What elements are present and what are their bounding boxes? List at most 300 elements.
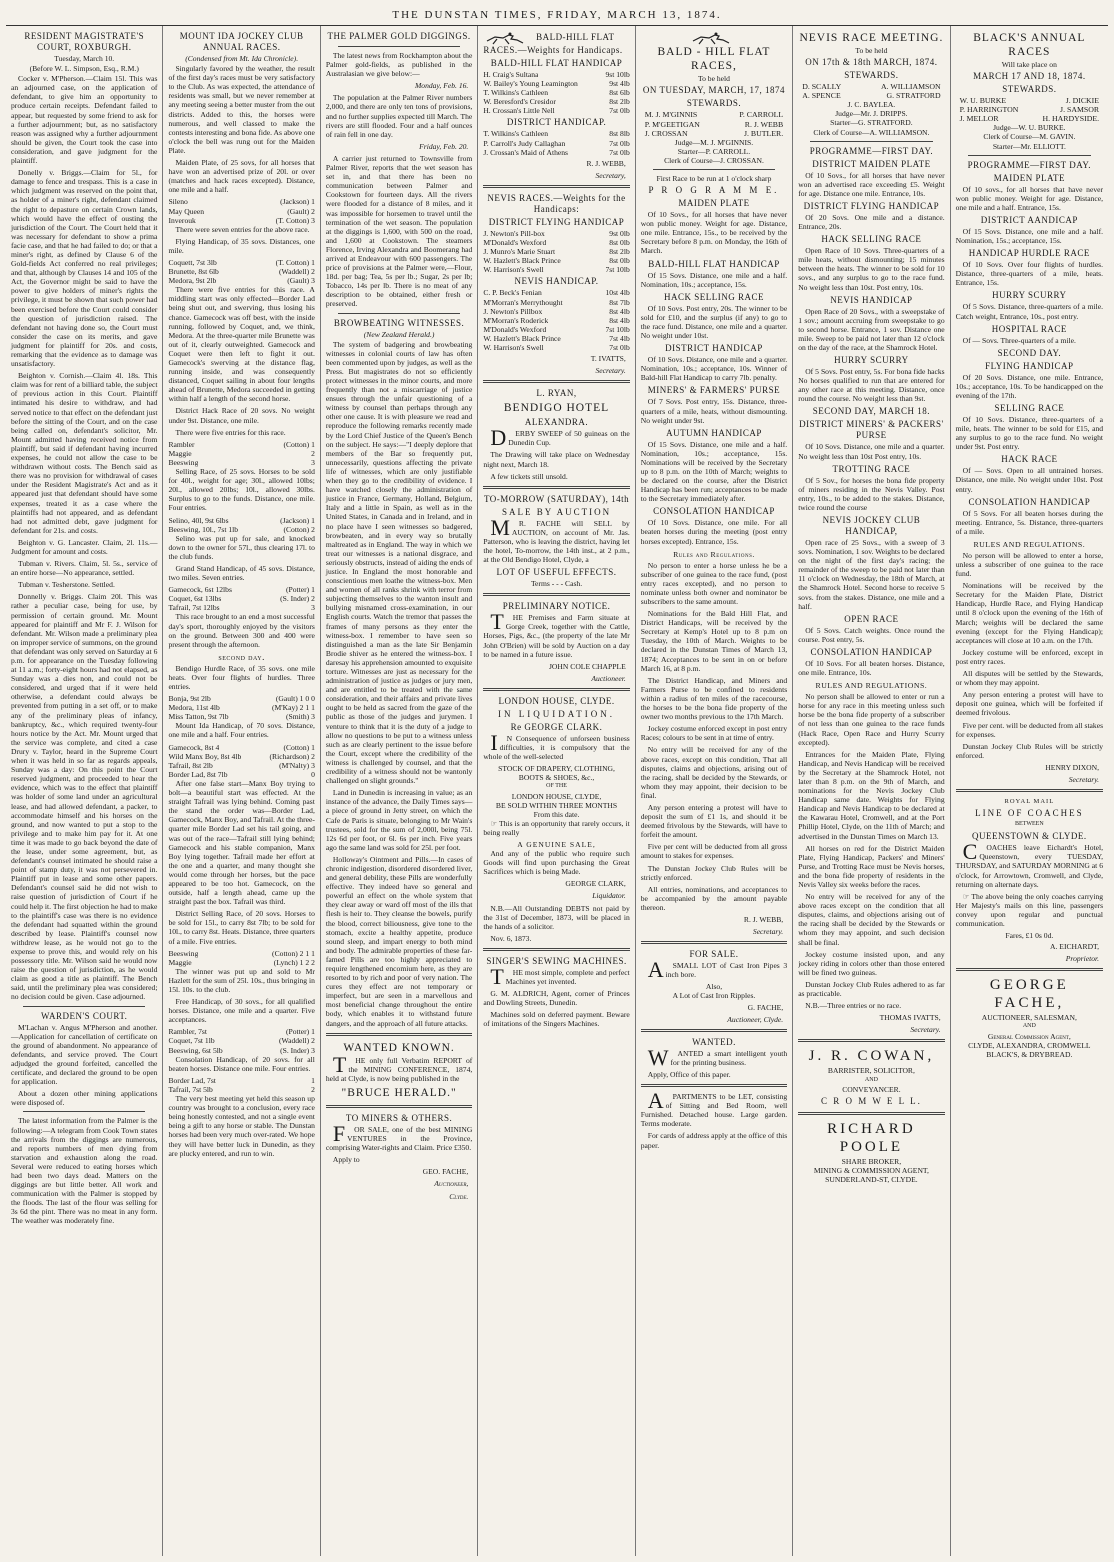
signature-title: Secretary. [595,366,626,376]
divider [483,380,629,383]
article-paragraph: Consolation Handicap, of 20 sovs. for all beaten horses. Distance one mile. Four entries. [168,1054,315,1073]
result-row: Gamecock, 8st 4 (Cotton) 1 [168,742,315,752]
race-heading: HOSPITAL RACE [991,323,1067,334]
article-paragraph: About a dozen other mining applications were disposed of. [11,1089,158,1108]
rules-text: No person will be allowed to enter a horse, unless a subscriber of one guinea to the race fund. [955,550,1104,579]
rules-text: No entry will be received for any of the above races, except on this condition, That all disputes, claims and objections, arising out of the racing, shall be decided by the Stewards, or whom they may appoint, their decision to be final. [640,745,788,800]
preliminary-notice-heading: PRELIMINARY NOTICE. [502,601,611,612]
results-list [168,694,314,721]
signature: R. J. WEBB, [743,915,784,925]
race-heading: FLYING HANDICAP [985,360,1074,371]
signature: T. IVATTS, [590,354,626,364]
bald-hill-races-heading: BALD - HILL FLAT RACES, [641,31,787,73]
result-row: Tafrail, 8st 2lb (M'Nalty) 3 [168,760,315,770]
stock-line: STOCK OF DRAPERY, CLOTHING, [498,764,615,774]
article-paragraph: The winner was put up and sold to Mr Hazlett for the sum of 25l. 10s., thus bringing in 15l. 10s. to the club. [168,966,315,994]
bendigo-hotel-heading: BENDIGO HOTEL [503,402,610,415]
signature-title: Secretary, [595,170,626,180]
results-list [168,949,314,967]
ad-text: COACHES leave Eichardt's Hotel, Queenstown, every TUESDAY, THURSDAY, and SATURDAY MORNING at 6 o'clock, for Arrowtown, Cromwell, and Clyde, returning on alternate days. [955,839,1104,889]
signature-title: Secretary. [1068,774,1100,784]
handicap-heading: DISTRICT HANDICAP. [506,117,607,128]
genuine-sale: A GENUINE SALE, [517,839,596,849]
result-row: Maggie 2 [168,448,315,458]
signature: THOMAS IVATTS, [879,1013,941,1023]
article-paragraph: District Selling Race, of 20 sovs. Horses to be sold for 15l., to carry 8st 7lb; to be sold for 10l., to carry 8st. Heats. Distance, three quarters of a mile. Five entries. [168,909,315,946]
weights-list [483,70,629,115]
handicap-heading: DISTRICT FLYING HANDICAP [488,216,625,227]
result-row: May Queen (Gault) 2 [168,206,315,216]
ad-text: FOR SALE, one of the best MINING VENTURES in the Province, comprising Water-rights and Claim. Price £350. [325,1120,473,1153]
dateline: Monday, Feb. 16. [414,81,469,91]
race-heading: MAIDEN PLATE [993,172,1065,183]
column-7 [951,26,1108,1556]
divider [326,1105,472,1108]
rules-text: All horses on red for the District Maiden Plate, Flying Handicap, Packers' and Miners' Purse, and Trotting Race must be Nevis horses, and the bona fide property of residents in the Nevis Valley six weeks before the races. [798,843,945,889]
result-row: Maggie (Lynch) 1 2 2 [168,957,315,967]
stock-line: BOOTS & SHOES, &c., [518,773,595,783]
article-paragraph: There were five entries for this race. [175,427,286,437]
rules-text: Jockey costume insisted upon, and any jockey riding in colors other than those entered will be fined two guineas. [798,949,945,977]
divider [653,169,775,170]
race-heading: DISTRICT MAIDEN PLATE [812,158,931,169]
first-race: First Race to be run at 1 o'clock sharp [656,174,772,184]
london-house-heading: LONDON HOUSE, CLYDE. [498,695,615,706]
ad-text: G. M. ALDRICH, Agent, corner of Princes and Dowling Streets, Dunedin. [483,989,630,1008]
miners-heading: TO MINERS & OTHERS. [345,1112,453,1123]
rules-text: All entries, nominations, and acceptances to be accompanied by the amount payable thereon. [640,884,788,912]
ad-text: ☞ The above being the only coaches carrying Her Majesty's mails on this line, passengers convey upon regular and punctual communication. [955,891,1104,928]
article-paragraph: Selling Race, of 25 sovs. Horses to be sold for 40l., weight for age; 30l., allowed 10lbs; 20l., allowed 20lbs; 10l., allowed 30lbs. Surplus to go to the funds. Distance, one mile. Four entries. [168,467,315,513]
race-heading: NEVIS HANDICAP [830,294,913,305]
starter: Starter—G. STRATFORD. [830,118,913,128]
masthead-title: THE DUNSTAN TIMES, FRIDAY, MARCH 13, 1874. [392,8,722,21]
rules-heading: RULES AND REGULATIONS. [815,681,928,691]
article-paragraph: There were seven entries for the above race. [175,224,310,234]
result-row: Coquet, 6st 13lbs (S. Inder) 2 [168,594,315,604]
article-paragraph: Mount Ida Handicap, of 70 sovs. Distance, one mile and a half. Four entries. [168,721,315,740]
handicap-heading: BALD-HILL FLAT HANDICAP [490,58,623,68]
rules-text: No entry will be received for any of the above races except on the condition that all disputes, claims, and objections arising out of the racing shall be decided by the Stewards or whom they may appoint, and such decision shall be final. [798,892,945,947]
mount-ida-source: (Condensed from Mt. Ida Chronicle). [185,54,299,63]
signature-title: Proprietor. [1065,954,1100,964]
weight-row: M'Morran's Roderick 8st 4lb [483,315,630,325]
starter: Starter—Mr. ELLIOTT. [992,141,1066,151]
divider [338,46,460,47]
results-list [168,258,314,285]
race-text: Of 5 Sovs. Distance, three-quarters of a mile. Catch weight, Entrance, 10s., post entry. [955,302,1104,321]
divider [483,185,629,188]
article-paragraph: Cocker v. M'Pherson.—Claim 15l. This was an adjourned case, on the application of defendant, to give him an opportunity to produce certain receipts. Defendant failed to appear, but requested by some friend to ask for a further adjournment; but, as no satisfactory reason was assigned why a further adjournment should be given, the Court took the case into consideration, and gave judgment for the plaintiff. [11,74,158,166]
ad-text: ☞ This is an opportunity that rarely occurs, it being really [483,818,630,837]
weight-row: T. Wilkins's Cathleen 8st 6lb [483,88,630,98]
article-paragraph: Donnelly v. Briggs. Claim 20l. This was rather a peculiar case, being for use, by permission of certain ground. Mr. Mount appeared for plaintiff and Mr F. J. Wilson for defendant. Mr. Wilson made a preliminary plea on improper service of summons, on the ground that defendant was only served on Saturday at 6 p.m. for appearance on the Tuesday following at 11 a.m.; forty-eight hours had not elapsed, as Sunday was a dies non, and could not be considered, and urged that if it were held otherwise, a defendant could always be prevented from putting in a set off, or to make any of the preliminary pleas of infancy, bankruptcy, &c., which required twenty-four hours notice by the Act. Mr. Mount urged that the service was complete, and cited a case Drury v. Taylor, heard in the Supreme Court when it was held in so far as regards appeals, Sunday was a day: On this point the Court reserved judgment, and proceeded to hear the evidence, which was to the effect that plaintiff was holder of some land under an agricultural lease, and had allowed defendant, a packer, to accommodate himself and his horses on the ground, and now wanted to put a stop to the privilege and to make him pay for it. At one time it was made to go back beyond the date of the lease, under some agreement, but, as defendant's counsel intimated he should raise a point of stamp duty, it was not persevered in. Plaintiff put in lease and some other papers. Defendant's counsel said he did not wish to raise question of jurisdiction of Court if he could help it. The first objection he had to make to the plaintiff's case was there is no evidence the defendant had squatted within the ground described by lease. Plaintiff's counsel now withdrew lease, as he would not go to the expense to prove this, and would rely on his possessory title. Mr. Wilson said he would now raise the question of jurisdiction, as he would claim as good a title as plaintiff. The Bench said, until the preliminary plea was considered; no decision could be given. Case adjourned. [11,592,158,1002]
result-row: Bonja, 9st 2lb (Gault) 1 0 0 [168,694,315,704]
browbeating-heading: BROWBEATING WITNESSES. [333,317,465,328]
signature-title: Auctioneer, Clyde. [727,1014,784,1024]
judge: Judge—M. J. M'GINNIS. [674,137,754,147]
programme-heading: PROGRAMME—FIRST DAY. [809,145,934,156]
racehorse-icon [483,31,533,45]
stewards-row: A. SPENCE G. STRATFORD [802,91,941,101]
divider [641,941,787,944]
race-heading: HANDICAP HURDLE RACE [968,248,1090,259]
article-paragraph: Maiden Plate, of 25 sovs, for all horses that have won an advertised prize of 20l. or over (matches and hack races excepted). Distance, one mile and a half. [168,158,315,195]
second-day-heading: SECOND DAY. [997,347,1062,358]
dateline: Friday, Feb. 20. [419,141,469,151]
rm-court-heading: RESIDENT MAGISTRATE'S COURT, ROXBURGH. [24,31,145,52]
poole-line: SHARE BROKER, [841,1156,902,1166]
signature-title: Auctioneer, [434,1179,469,1189]
race-heading: OPEN RACE [844,613,899,624]
singer-heading: SINGER'S SEWING MACHINES. [486,955,627,966]
stewards-heading: STEWARDS. [844,70,899,81]
ad-text: The Drawing will take place on Wednesday night next, March 18. [483,450,630,469]
wanted-heading: WANTED. [692,1036,736,1047]
article-paragraph: Free Handicap, of 30 sovs., for all qualified horses. Distance, one mile and a quarter. Five acceptances. [168,997,315,1025]
signature: GEORGE CLARK, [565,879,626,889]
nevis-meeting-heading: NEVIS RACE MEETING. [799,32,944,44]
result-row: Rambler, 7st (Potter) 1 [168,1027,315,1037]
cowan-name: J. R. COWAN, [808,1048,935,1065]
fache-line: AUCTIONEER, SALESMAN, [981,1013,1077,1023]
article-paragraph: Tubman v. Tesherstone. Settled. [18,580,115,590]
clerk: Clerk of Course—J. CROSSAN. [664,155,764,165]
article-paragraph: M'Lachan v. Angus M'Pherson and another.—Application for cancellation of certificate on the ground of abandonment. No appearance of defendants, and service proved. The Court adjudged the ground forfeited, cancelled the certificate, and declared the ground to be open for application. [11,1022,158,1087]
result-row: Beeswing, 10l., 7st 1lb (Cotton) 2 [168,524,315,534]
result-row: Inverouk (T. Cotton) 3 [168,215,315,225]
results-list [168,440,314,467]
cowan-place: C R O M W E L L. [820,1095,922,1106]
race-text: Open Race of 20 Sovs., with a sweepstake of 1 sov.; amount accruing from sweepstake to go to second horse. Entrance, 1 sov. Distance one mile. Sweep to be paid not later than 12 o'clock on the day of the race, at the Shamrock Hotel. [798,306,945,352]
results-list [168,197,314,224]
columns [6,26,1108,1556]
result-row: Rambler (Cotton) 1 [168,439,315,449]
result-row: Miss Tatton, 9st 7lb (Smith) 3 [168,712,315,722]
race-text: Of 10 Sovs. Post entry, 20s. The winner to be sold for £10, and the surplus (if any) to go to the race fund. Distance, one mile and a quarter. No weight under 10st. [640,303,788,341]
weight-row: T. Wilkins's Cathleen 8st 8lb [483,129,630,139]
blacks-races-heading: BLACK'S ANNUAL RACES [973,32,1086,58]
result-row: Selino, 40l, 9st 6lbs (Jackson) 1 [168,515,315,525]
clerk: Clerk of Course—A. WILLIAMSON. [813,127,930,137]
weight-row: P. Carroll's Judy Callaghan 7st 0lb [483,138,630,148]
clerk: Clerk of Course—M. GAVIN. [983,132,1076,142]
article-paragraph: There were five entries for this race. A middling start was only effected—Border Lad being shut out, and swerving, thus losing his chance. Gamecock was off best, with the inside running, followed by Coquet, and, we think, Medora. At the three-quarter mile Brunette was out of it, clearly outweighted. Gamecock and Coquet were then left to fight it out. Gamecock's swerving at the distance flag, running inside, and was consequently distanced, Coquet sailing in about four lengths ahead of Brunette, Medora succeeded in getting within half a length of the second horse. [168,285,315,404]
weight-row: J. Crossan's Maid of Athens 7st 0lb [483,147,630,157]
article-paragraph: Bendigo Hurdle Race, of 35 sovs. one mile heats. Over four flights of hurdles. Three entries. [168,663,315,691]
race-text: Of 15 Sovs. Distance, one mile and a half. Nomination, 15s.; acceptance, 15s. [955,226,1104,246]
result-row: Beeswing, 6st 5lb (S. Inder) 3 [168,1045,315,1055]
rules-text: Dunstan Jockey Club Rules will be strictly enforced. [955,741,1104,760]
ad-text: APARTMENTS to be LET, consisting of Sitting and Bed Room, well Furnished. Detached house. Large garden. Terms moderate. [640,1088,788,1129]
signature: JOHN COLE CHAPPLE [548,661,626,671]
fache-name: GEORGE FACHE, [989,977,1069,1012]
bruce-herald: "BRUCE HERALD." [341,1086,457,1099]
stewards-heading: STEWARDS. [1002,84,1057,95]
bald-hill-weights-heading: BALD-HILL FLAT RACES.—Weights for Handicaps. [483,32,623,55]
rules-text: No person shall be allowed to enter or run a horse for any race in this meeting unless such horse be the bona fide property of a subscriber of not less than one guinea to the race funds (Hack Race, Open Race and Hurry Scurry excepted). [798,692,945,747]
handicap-heading: NEVIS HANDICAP. [514,276,599,287]
article-paragraph: Beighton v. Cornish.—Claim 4l. 18s. This claim was for rent of a billiard table, the subject of previous action in this Court. Plaintiff intimated his desire to withdraw, and had served notice to that effect on the defendant just before the sitting of the Court, and on the case being called on, defendant's solicitor, Mr. Mount admitted having received notice from plaintiff, but said if defendant having incurred expenses, he could not allow the case to be withdrawn without costs. The Bench said as there was no provision for withdrawal of cases under the Resident Magistrate's Act and as it appeared just that defendant should have some expenses, treated it as a case where the plaintiffs had not appeared, and as defendant had not admitted debt, gave judgment for defendant for 21s. and costs. [11,371,158,535]
browbeating-source: (New Zealand Herald.) [363,329,435,339]
stock-line: From this date. [533,809,580,819]
race-heading: TROTTING RACE [832,463,911,474]
ad-text: A few tickets still unsold. [490,471,568,481]
divider [810,141,932,142]
result-row: Medora, 11st 4lb (M'Kay) 2 1 1 [168,703,315,713]
nevis-weights-heading: NEVIS RACES.—Weights for the Handicaps: [487,192,626,214]
article-paragraph: Land in Dunedin is increasing in value; as an instance of the advance, the Daily Times says—a piece of ground in Jetty street, on which the Cafe de Paris is situate, belonging to Mr Wain's trustees, sold for the sum of 2,000l, being 75l. 12s 6d per foot, or 6l. 6s per inch. Five years ago the same land was sold for 25l. per foot. [325,788,473,852]
rules-heading: Rules and Regulations. [673,549,755,559]
divider [956,789,1103,792]
race-text: Of 7 Sovs. Post entry, 15s. Distance, three-quarters of a mile, heats, without dismounting. No weight under 9st. [640,397,788,425]
ad-text: And any of the public who require such Goods will find upon purchasing the Great Sacrifices which is being Made. [483,849,630,877]
stewards-row: P. HARRINGTON J. SAMSOR [959,105,1100,115]
article-paragraph: Beighton v. G. Lancaster. Claim, 2l. 11s.—Judgment for amount and costs. [11,537,158,556]
signature: GEO. FACHE, [422,1167,469,1177]
article-paragraph: The population at the Palmer River numbers 2,000, and there are only ten tons of provisions, and no further supplies expected till March. The rivers are still flooded. Four and a half ounces of rain fell in one day. [325,93,473,139]
rules-text: Nominations for the Bald Hill Flat, and District Handicaps, will be received by the Secretary at Kemp's Hotel up to 8 p.m on Tuesday, the 10th of March. Weights to be declared in the Dunstan Times of March 13, 1874; Acceptances to be sent in on or before March 16, at 8 p.m. [640,609,788,673]
race-heading: HACK SELLING RACE [663,291,764,302]
race-heading: HACK RACE [1001,454,1058,465]
stewards-row: J. CROSSAN J. BUTLER. [644,128,784,138]
fache-line: CLYDE, ALEXANDRA, CROMWELL [968,1040,1091,1050]
race-text: Of 10 Sovs. Distance, three-quarters of a mile, heats. The winner to be sold for £15, and any surplus to go to the race fund. No weight under 9st. Post entry. [955,414,1104,452]
result-row: Wild Manx Boy, 8st 4lb (Richardson) 2 [168,751,315,761]
mount-ida-heading: MOUNT IDA JOCKEY CLUB ANNUAL RACES. [179,31,304,52]
column-1 [6,26,163,1556]
rules-text: Dunstan Jockey Club Rules adhered to as far as practicable. [798,979,945,999]
auction-date-heading: TO-MORROW (SATURDAY), 14th [483,493,630,504]
race-heading: NEVIS JOCKEY CLUB HANDICAP, [822,515,921,536]
race-heading: CONSOLATION HANDICAP [653,506,775,517]
rules-text: All disputes will be settled by the Stewards, or whom they may appoint. [955,669,1104,688]
race-date: MARCH 17 AND 18, 1874. [973,71,1086,82]
judge: Judge—W. U. BURKE. [993,123,1066,133]
race-text: Of 20 Sovs. One mile and a distance. Entrance, 20s. [798,212,945,232]
race-text: Of 10 Sovs. Distance, one mile and a quarter. Nomination, 10s.; acceptance, 10s. Winner of Bald-hill Flat Handicap to carry 7lb. penalty. [640,355,788,383]
weight-row: H. Craig's Sultana 9st 10lb [483,70,630,79]
result-row: Border Lad, 8st 7lb 0 [168,769,315,779]
ryan-name: L. RYAN, [536,388,577,399]
programme-heading: PROGRAMME—FIRST DAY. [967,159,1092,170]
result-row: Tafrail, 7st 12lbs 3 [168,603,315,613]
article-paragraph: The system of badgering and browbeating witnesses in colonial courts of law has often been commented upon by judges, as well as the Press. But magistrates do not so efficiently protect witnesses in the minor courts, and more frequently than not a miscarriage of justice ensues through the unfair questioning of a witness by counsel than perhaps through any other one cause. It is with pleasure we read and reproduce the following remarks recently made by the Lord Chief Justice of the Queen's Bench on the subject. He says:—"I deeply deplore that members of the Bar so frequently put, unnecessarily, questions affecting the private life of witnesses, which are only justifiable when they go to the credibility of evidence. I have watched closely the administration of justice in France, Germany, Holland, Belgium, Italy and a little in Spain, as well as in the United States, in Canada and in Ireland, and in no place have I seen witnesses so badgered, browbeaten, and in every way so brutally maltreated as in England. The way in which we treat our witnesses is a national disgrace, and seriously obstructs, instead of aiding the ends of justice. In England the most honorable and conscientious men loathe the witness-box. Men and women of all ranks shrink with terror from subjecting themselves to the wanton insult and bullying misnamed cross-examination, in our English courts. Watch the tremor that passes the frames of many persons as they enter the witness-box. I remember to have seen so distinguished a man as the late Sir Benjamin Brodie shiver as he entered the witness-box. I daresay his apprehension amounted to exquisite torture. Witnesses are just as necessary for the administration of justice as judges or jury men, and are entitled to be treated with the same consideration, and their affairs and private lives ought to be held as sacred from the gaze of the public as those of the judges and jurymen. I venture to think that it is the duty of a judge to allow no questions to be put to a witness unless such as are clearly pertinent to the issue before the Court, except where the credibility of the witness is challenged by counsel, and that the credibility of a witness should not be wantonly challenged on slight grounds." [325,339,473,786]
rules-text: Any person entering a protest will have to deposit one guinea, which will be forfeited if deemed frivolous. [955,690,1104,718]
race-heading: MINERS' & FARMERS' PURSE [647,385,781,396]
signature-title: Secretary. [910,1025,941,1035]
masthead [6,4,1108,26]
weight-row: W. Bailey's Young Leamington 9st 4lb [483,79,630,89]
ad-text: THE Premises and Farm situate at Gorge Creek, together with the Cattle, Horses, Pigs, &c., (the property of the late Mr John O'Brien) will be sold by Auction on a day to be named in a future issue. [483,609,630,659]
divider [641,1084,787,1087]
weight-row: W. Beresford's Cresidor 8st 2lb [483,97,630,107]
race-text: Of 10 Sovs. For all beaten horses. Distance, one mile. Entrance, 10s. [798,658,945,678]
ad-text: THE only full Verbatim REPORT of the MINING CONFERENCE, 1874, held at Clyde, is now being published in the [325,1051,473,1083]
signature-place: Clyde. [449,1191,469,1201]
weights-list [483,129,629,156]
race-heading: CONSOLATION HANDICAP [968,496,1091,507]
weight-row: J. Munro's Marie Stuart 8st 2lb [483,247,630,257]
results-list [168,516,314,534]
article-paragraph: Tubman v. Rivers. Claim, 5l. 5s., service of an entire horse—No appearance, settled. [11,559,158,578]
lot-heading: LOT OF USEFUL EFFECTS. [496,567,617,578]
wanted-known-heading: WANTED KNOWN. [343,1041,455,1054]
rules-text: Jockey costume enforced except in post entry Races; colours to be sent in at time of entry. [640,724,788,743]
stewards-row: J. MELLOR H. HARDYSIDE. [959,114,1100,124]
fache-line: AND [1022,1023,1036,1030]
rules-heading: RULES AND REGULATIONS. [973,539,1086,549]
second-day-heading: SECOND DAY, MARCH 18. [812,406,931,417]
stewards-row: W. U. BURKE J. DICKIE [959,96,1100,106]
stewards-row: P. M'GEETIGAN R. J. WEBB [644,119,784,129]
divider [798,1039,944,1042]
re-clark-heading: Re GEORGE CLARK. [510,721,603,732]
royal-mail: ROYAL MAIL [1004,798,1055,806]
ad-text: MR. FACHE will SELL by AUCTION, on account of Mr. Jas. Patterson, who is leaving the district, having let the hotel, To-morrow, the 14th inst., at 2 p.m., at the Old Bendigo Hotel, Clyde, a [483,514,630,565]
race-text: Of 10 Sovs. Distance, one mile. For all beaten horses during the meeting (post entry horses excepted). Entrance, 15s. [640,518,788,546]
rules-text: Jockey costume will be enforced, except in post entry races. [955,647,1104,666]
race-heading: HACK SELLING RACE [821,234,922,245]
race-text: Of 20 Sovs. Distance, one mile. Entrance, 10s.; acceptance, 10s. To be handicapped on the evening of the 17th. [955,372,1104,400]
article-paragraph: The latest news from Rockhampton about the Palmer gold-fields, as published in the Australasian we give below:— [325,51,473,79]
judge: Judge—Mr. J. DRIPPS. [835,109,908,119]
weight-row: W. Harrison's Swell 7st 10lb [483,265,630,275]
column-6 [793,26,950,1556]
fares: Fares, £1 0s 0d. [1005,931,1054,941]
race-text: Of 5 Sov., for horses the bona fide property of miners residing in the Nevis Valley. Post entry, 10s., to be added to the stakes. Distance, twice round the course [798,475,945,512]
race-heading: BALD-HILL FLAT HANDICAP [648,258,780,269]
poole-line: SUNDERLAND-ST, CLYDE. [825,1174,918,1184]
signature-title: Liquidator. [592,891,626,901]
rm-court-date: Tuesday, March 10. [54,54,115,63]
between: BETWEEN [1015,821,1044,828]
divider [23,1111,145,1112]
divider [968,155,1091,156]
column-3 [321,26,478,1556]
race-text: Of 10 sovs., for all horses that have never won public money. Weight for age. Distance, one mile and a half. Entrance, 15s. [955,184,1104,212]
cowan-line: CONVEYANCER. [842,1084,901,1094]
route-heading: QUEENSTOWN & CLYDE. [971,831,1087,842]
result-row: Brunette, 8st 6lb (Waddell) 2 [168,267,315,277]
results-list [168,743,314,779]
ad-text: DERBY SWEEP of 50 guineas on the Dunedin Cup. [490,425,630,451]
cowan-line: AND [864,1076,878,1083]
divider [326,1033,472,1036]
stock-line: BE SOLD WITHIN THREE MONTHS [495,800,618,810]
article-paragraph: The latest information from the Palmer is the following:—A telegram from Cook Town states the arrivals from the diggings are numerous, and reports numbers of men dying from starvation and exhaustion along the road. Several were reduced to eating horses which had been two days dead. Matters on the diggings are but little better. All work and communication with the Palmer is stopped by the floods. The last of the flour was selling for 3s 6d the pint. There was no meat in any form. The weather was moderately fine. [11,1116,158,1226]
stewards-row: J. C. BAYLEA. [847,100,896,110]
divider [956,968,1103,971]
divider [483,486,629,489]
results-list [168,1076,314,1094]
article-paragraph: After one false start—Manx Boy trying to bolt—a beautiful start was effected. At the straight Tafrail was lying behind. Coming past the stand the order was—Border Lad, Gamecock, Manx Boy, and Tafrail. At the three-quarter mile Border Lad set his tail going, and was out of the race—Tafrail still lying behind; Gamecock and his stable companion, Manx Boy lying together. Tafrail made her effort at the one and a quarter, and many thought she would come through her horses, but the pace appeared to be too hot. Gamecock, on the outside, half a length ahead, came up the straight past the box. Tafrail was third. [168,778,315,907]
ad-text: Apply to [332,1155,360,1165]
ad-text: A Lot of Cast Iron Ripples. [672,991,756,1001]
results-list [168,585,314,612]
article-paragraph: Donelly v. Briggs.—Claim for 5l., for damage to fence and trespass. This is a case in which judgment was reserved on the point that, as holder of a miner's right, defendant claimed the right to depasture on certain Crown lands, which would have the effect of ousting the jurisdiction of the Court. The Court held that it was necessary for defendant to show a prima facie case, and that he had failed to do; or that a miner's right, as defined by Clause 6 of the Gold-fields Act conferred no real privileges; and that, although by Clauses 14 and 105 of the Act, the Governor might be said to have the power to give holders of miner's rights the privilege, it must be shown that such power had been exercised before the Court could consider the question of jurisdiction raised. The defendant not having done so, the Court must consider the case on its merits, and gave judgment for plaintiff for 20s. and costs, remarking that the evidence as to damage was unsatisfactory. [11,168,158,369]
to-be-held: To be held [855,46,888,55]
divider [483,948,629,951]
programme-heading: P R O G R A M M E. [648,185,780,196]
liquidation-heading: IN LIQUIDATION. [498,708,616,719]
stewards-row: D. SCALLY A. WILLIAMSON [802,82,941,92]
to-be-held: To be held [697,74,730,84]
race-text: Of 5 Sovs. Post entry, 5s. For bona fide hacks No horses qualified to run that are entered for any other race at this meeting. Distance, once round the course. No weight less than 9st. [798,367,945,404]
results-list [168,1027,314,1054]
rules-text: Five per cent will be deducted from all gross amount to stakes for expenses. [640,842,788,861]
fache-line: General Commission Agent, [987,1031,1071,1041]
stewards-row: M. J. M'GINNIS P. CARROLL [644,110,784,120]
rules-text: N.B.—Three entries or no race. [805,1001,902,1011]
alexandra-heading: ALEXANDRA. [524,417,589,428]
take-place: Will take place on [1001,60,1057,69]
race-heading: HURRY SCURRY [834,355,909,366]
weight-row: J. Newton's Pillbox 8st 4lb [483,306,630,316]
ad-text: Apply, Office of this paper. [647,1069,731,1079]
result-row: Gamecock, 6st 12lbs (Potter) 1 [168,585,315,595]
article-paragraph: District Hack Race of 20 sovs. No weight under 9st. Distance, one mile. [168,406,315,425]
race-heading: AUTUMN HANDICAP [666,427,762,438]
rules-text: The District Handicap, and Miners and Farmers Purse to be confined to residents within a radius of ten miles of the racecourse, the horses to be the bona fide property of the owner two months previous to the 17th March. [640,675,788,722]
race-date: ON TUESDAY, MARCH, 17, 1874 [642,85,786,96]
signature: A. EICHARDT, [1050,942,1100,952]
divider [23,1006,145,1007]
race-text: Of 15 Sovs. Distance, one mile and a half. Nomination, 10s.; acceptance, 15s. Nominations will be received by the Secretary up to 8 p.m. on the 10th of March; weights to be declared on the course, after the District Handicap has been run; acceptances to be made to the Secretary immediately after. [640,439,788,504]
ad-text: Machines sold on deferred payment. Beware of imitations of the Singers Machines. [483,1010,630,1029]
for-sale-heading: FOR SALE. [689,949,739,960]
rules-text: Any person entering a protest will have to deposit the sum of £1 1s, and should it be deemed frivolous by the Stewards, will have to forfeit the amount. [640,802,788,840]
race-heading: HURRY SCURRY [992,290,1067,301]
stewards-heading: STEWARDS. [686,98,742,109]
rules-text: Nominations will be received by the Secretary for the Maiden Plate, District Handicap, Hurdle Race, and Flying Handicap until 8 o'clock upon the evening of the 16th of March; weights will be declared the same evening (except for the Flying Handicap); acceptances will close at 10 a.m. on the 17th. [955,581,1104,645]
divider [483,688,629,691]
result-row: Coquet, 7st 1lb (Waddell) 2 [168,1036,315,1046]
race-date: ON 17th & 18th MARCH, 1874. [805,57,938,68]
weight-row: W. Hazlett's Black Prince 7st 4lb [483,333,630,343]
weight-row: J. Newton's Pill-box 9st 0lb [483,228,630,238]
coaches-heading: LINE OF COACHES [975,808,1084,819]
ad-text: THE most simple, complete and perfect Machines yet invented. [490,963,630,989]
race-text: Of 15 Sovs. Distance, one mile and a half. Nomination, 10s.; acceptance, 15s. [640,270,788,289]
weight-row: M'Donald's Wexford 7st 10lb [483,324,630,334]
race-heading: CONSOLATION HANDICAP [810,646,933,657]
signature: HENRY DIXON, [1045,762,1100,772]
result-row: Sileno (Jackson) 1 [168,197,315,207]
rm-court-before: (Before W. L. Simpson, Esq., R.M.) [29,64,139,74]
result-row: Tafrail, 7st 5lb 2 [168,1084,315,1094]
race-heading: DISTRICT HANDICAP [665,343,763,354]
signature: G. FACHE, [747,1002,784,1012]
poole-name: RICHARD POOLE [827,1120,916,1155]
article-paragraph: This race brought to an end a most successful day's sport, thoroughly enjoyed by the visitors on the ground. Between 300 and 400 were present through the afternoon. [168,612,315,649]
ad-text: WANTED a smart intelligent youth for the printing business. [647,1044,788,1070]
weights-list [483,229,629,274]
race-heading: DISTRICT FLYING HANDICAP [803,200,940,211]
race-text: Of 10 Sovs., for all horses that have never won an advertised race exceeding £5. Weight for age. Distance one mile. Entrance, 10s. [798,170,945,198]
racehorse-icon [689,31,739,45]
weights-list [483,288,629,352]
rules-text: The Dunstan Jockey Club Rules will be strictly enforced. [640,863,788,882]
rules-text: Entrances for the Maiden Plate, Flying Handicap, and Nevis Handicap will be received by the Secretary at the Shamrock Hotel, not later than 8 p.m. on the 9th of March, and nominations for the Nevis Jockey Club Handicap same date. Weights for Flying Handicap and Nevis Handicap to be declared at the Kawarau Hotel, Cromwell, and at the Port Phillip Hotel, Clyde, on the 11th of March; and advertised in the Dunstan Times on March 13. [798,749,945,841]
poole-line: MINING & COMMISSION AGENT, [813,1165,929,1175]
palmer-heading: THE PALMER GOLD DIGGINGS. [327,31,471,41]
ad-text: N.B.—All Outstanding DEBTS not paid by the 31st of December, 1873, will be placed in the hands of a solicitor. [483,903,630,931]
divider [483,593,629,596]
article-paragraph: Flying Handicap, of 35 sovs. Distances, one mile. [168,236,315,255]
race-heading: SELLING RACE [994,402,1065,413]
stock-line: LONDON HOUSE, CLYDE, [511,791,602,801]
